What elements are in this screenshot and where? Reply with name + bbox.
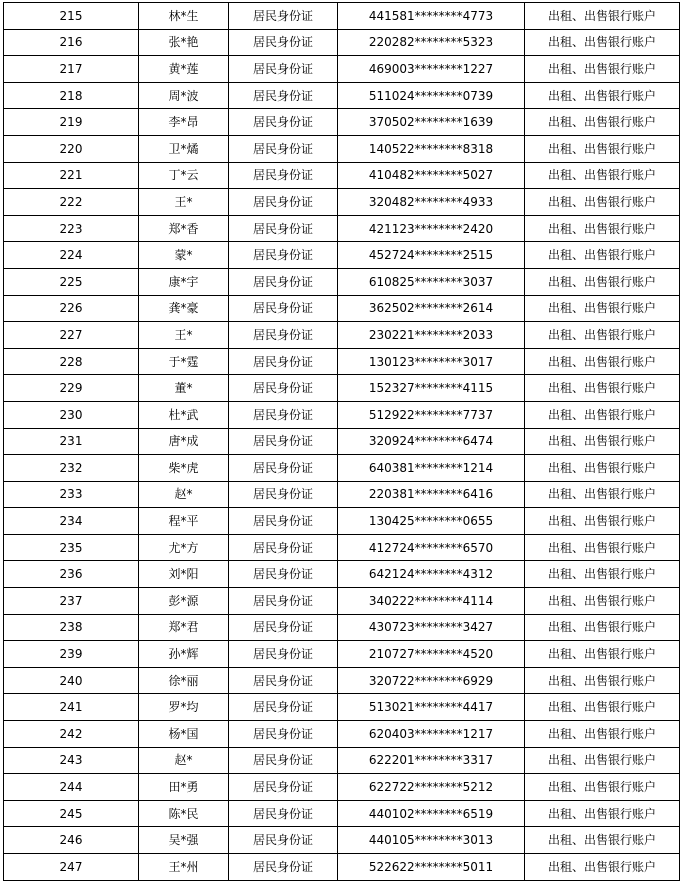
reason-cell: 出租、出售银行账户	[525, 109, 680, 136]
table-row	[4, 135, 680, 162]
reason-cell: 出租、出售银行账户	[525, 614, 680, 641]
reason-cell: 出租、出售银行账户	[525, 667, 680, 694]
reason-cell: 出租、出售银行账户	[525, 561, 680, 588]
name-cell: 吴*强	[139, 827, 229, 854]
document-type-cell: 居民身份证	[229, 774, 338, 801]
document-type-cell: 居民身份证	[229, 109, 338, 136]
document-type-cell: 居民身份证	[229, 667, 338, 694]
name-cell: 陈*民	[139, 800, 229, 827]
row-number-cell: 231	[4, 428, 139, 455]
table-row	[4, 667, 680, 694]
name-cell: 康*宇	[139, 268, 229, 295]
table-row	[4, 348, 680, 375]
row-number-cell: 220	[4, 135, 139, 162]
id-number-cell: 640381********1214	[338, 455, 525, 482]
reason-cell: 出租、出售银行账户	[525, 348, 680, 375]
document-type-cell: 居民身份证	[229, 189, 338, 216]
id-number-cell: 370502********1639	[338, 109, 525, 136]
table-row	[4, 295, 680, 322]
name-cell: 徐*丽	[139, 667, 229, 694]
document-type-cell: 居民身份证	[229, 428, 338, 455]
table-row	[4, 694, 680, 721]
id-number-cell: 220282********5323	[338, 29, 525, 56]
reason-cell: 出租、出售银行账户	[525, 3, 680, 30]
reason-cell: 出租、出售银行账户	[525, 56, 680, 83]
document-type-cell: 居民身份证	[229, 481, 338, 508]
id-number-cell: 340222********4114	[338, 588, 525, 615]
document-type-cell: 居民身份证	[229, 641, 338, 668]
document-type-cell: 居民身份证	[229, 614, 338, 641]
document-type-cell: 居民身份证	[229, 800, 338, 827]
name-cell: 唐*成	[139, 428, 229, 455]
id-number-cell: 210727********4520	[338, 641, 525, 668]
id-number-cell: 622201********3317	[338, 747, 525, 774]
records-table	[3, 2, 680, 881]
row-number-cell: 223	[4, 215, 139, 242]
name-cell: 孙*辉	[139, 641, 229, 668]
row-number-cell: 242	[4, 721, 139, 748]
id-number-cell: 362502********2614	[338, 295, 525, 322]
table-row	[4, 401, 680, 428]
table-row	[4, 56, 680, 83]
reason-cell: 出租、出售银行账户	[525, 135, 680, 162]
row-number-cell: 235	[4, 534, 139, 561]
name-cell: 李*昂	[139, 109, 229, 136]
id-number-cell: 440102********6519	[338, 800, 525, 827]
id-number-cell: 469003********1227	[338, 56, 525, 83]
table-row	[4, 614, 680, 641]
reason-cell: 出租、出售银行账户	[525, 534, 680, 561]
row-number-cell: 246	[4, 827, 139, 854]
id-number-cell: 620403********1217	[338, 721, 525, 748]
row-number-cell: 217	[4, 56, 139, 83]
document-type-cell: 居民身份证	[229, 561, 338, 588]
row-number-cell: 232	[4, 455, 139, 482]
id-number-cell: 320924********6474	[338, 428, 525, 455]
table-row	[4, 508, 680, 535]
document-type-cell: 居民身份证	[229, 295, 338, 322]
table-row	[4, 189, 680, 216]
name-cell: 郑*香	[139, 215, 229, 242]
document-type-cell: 居民身份证	[229, 242, 338, 269]
id-number-cell: 441581********4773	[338, 3, 525, 30]
id-number-cell: 522622********5011	[338, 854, 525, 881]
name-cell: 卫*燏	[139, 135, 229, 162]
table-row	[4, 82, 680, 109]
name-cell: 龚*豪	[139, 295, 229, 322]
document-type-cell: 居民身份证	[229, 508, 338, 535]
document-type-cell: 居民身份证	[229, 322, 338, 349]
reason-cell: 出租、出售银行账户	[525, 588, 680, 615]
document-type-cell: 居民身份证	[229, 455, 338, 482]
row-number-cell: 233	[4, 481, 139, 508]
table-row	[4, 534, 680, 561]
id-number-cell: 140522********8318	[338, 135, 525, 162]
document-type-cell: 居民身份证	[229, 375, 338, 402]
name-cell: 于*霆	[139, 348, 229, 375]
row-number-cell: 219	[4, 109, 139, 136]
reason-cell: 出租、出售银行账户	[525, 481, 680, 508]
row-number-cell: 222	[4, 189, 139, 216]
reason-cell: 出租、出售银行账户	[525, 827, 680, 854]
table-row	[4, 215, 680, 242]
table-row	[4, 561, 680, 588]
table-row	[4, 721, 680, 748]
id-number-cell: 410482********5027	[338, 162, 525, 189]
table-row	[4, 3, 680, 30]
id-number-cell: 511024********0739	[338, 82, 525, 109]
row-number-cell: 241	[4, 694, 139, 721]
id-number-cell: 610825********3037	[338, 268, 525, 295]
name-cell: 赵*	[139, 481, 229, 508]
document-type-cell: 居民身份证	[229, 215, 338, 242]
reason-cell: 出租、出售银行账户	[525, 854, 680, 881]
reason-cell: 出租、出售银行账户	[525, 322, 680, 349]
id-number-cell: 452724********2515	[338, 242, 525, 269]
table-row	[4, 854, 680, 881]
name-cell: 林*生	[139, 3, 229, 30]
id-number-cell: 320482********4933	[338, 189, 525, 216]
table-row	[4, 800, 680, 827]
document-type-cell: 居民身份证	[229, 854, 338, 881]
row-number-cell: 234	[4, 508, 139, 535]
id-number-cell: 220381********6416	[338, 481, 525, 508]
name-cell: 董*	[139, 375, 229, 402]
name-cell: 柴*虎	[139, 455, 229, 482]
row-number-cell: 228	[4, 348, 139, 375]
name-cell: 王*	[139, 189, 229, 216]
name-cell: 王*州	[139, 854, 229, 881]
table-row	[4, 827, 680, 854]
document-type-cell: 居民身份证	[229, 268, 338, 295]
row-number-cell: 216	[4, 29, 139, 56]
document-type-cell: 居民身份证	[229, 534, 338, 561]
document-page	[3, 2, 679, 881]
row-number-cell: 215	[4, 3, 139, 30]
row-number-cell: 237	[4, 588, 139, 615]
records-table-body	[4, 3, 680, 881]
reason-cell: 出租、出售银行账户	[525, 455, 680, 482]
document-type-cell: 居民身份证	[229, 56, 338, 83]
document-type-cell: 居民身份证	[229, 348, 338, 375]
reason-cell: 出租、出售银行账户	[525, 29, 680, 56]
name-cell: 蒙*	[139, 242, 229, 269]
table-row	[4, 641, 680, 668]
reason-cell: 出租、出售银行账户	[525, 189, 680, 216]
id-number-cell: 513021********4417	[338, 694, 525, 721]
reason-cell: 出租、出售银行账户	[525, 295, 680, 322]
row-number-cell: 238	[4, 614, 139, 641]
table-row	[4, 428, 680, 455]
reason-cell: 出租、出售银行账户	[525, 82, 680, 109]
name-cell: 郑*君	[139, 614, 229, 641]
id-number-cell: 130123********3017	[338, 348, 525, 375]
row-number-cell: 236	[4, 561, 139, 588]
reason-cell: 出租、出售银行账户	[525, 215, 680, 242]
id-number-cell: 320722********6929	[338, 667, 525, 694]
id-number-cell: 622722********5212	[338, 774, 525, 801]
table-row	[4, 588, 680, 615]
id-number-cell: 412724********6570	[338, 534, 525, 561]
reason-cell: 出租、出售银行账户	[525, 721, 680, 748]
row-number-cell: 245	[4, 800, 139, 827]
id-number-cell: 421123********2420	[338, 215, 525, 242]
row-number-cell: 225	[4, 268, 139, 295]
table-row	[4, 481, 680, 508]
document-type-cell: 居民身份证	[229, 827, 338, 854]
name-cell: 刘*阳	[139, 561, 229, 588]
table-row	[4, 322, 680, 349]
name-cell: 黄*莲	[139, 56, 229, 83]
row-number-cell: 243	[4, 747, 139, 774]
document-type-cell: 居民身份证	[229, 82, 338, 109]
id-number-cell: 642124********4312	[338, 561, 525, 588]
table-row	[4, 109, 680, 136]
table-row	[4, 747, 680, 774]
table-row	[4, 375, 680, 402]
name-cell: 丁*云	[139, 162, 229, 189]
document-type-cell: 居民身份证	[229, 694, 338, 721]
name-cell: 杨*国	[139, 721, 229, 748]
table-row	[4, 268, 680, 295]
document-type-cell: 居民身份证	[229, 747, 338, 774]
reason-cell: 出租、出售银行账户	[525, 242, 680, 269]
table-row	[4, 29, 680, 56]
row-number-cell: 240	[4, 667, 139, 694]
row-number-cell: 226	[4, 295, 139, 322]
row-number-cell: 230	[4, 401, 139, 428]
table-row	[4, 162, 680, 189]
reason-cell: 出租、出售银行账户	[525, 774, 680, 801]
id-number-cell: 230221********2033	[338, 322, 525, 349]
document-type-cell: 居民身份证	[229, 135, 338, 162]
name-cell: 罗*均	[139, 694, 229, 721]
id-number-cell: 130425********0655	[338, 508, 525, 535]
name-cell: 王*	[139, 322, 229, 349]
reason-cell: 出租、出售银行账户	[525, 428, 680, 455]
row-number-cell: 227	[4, 322, 139, 349]
table-row	[4, 455, 680, 482]
id-number-cell: 152327********4115	[338, 375, 525, 402]
document-type-cell: 居民身份证	[229, 3, 338, 30]
id-number-cell: 512922********7737	[338, 401, 525, 428]
row-number-cell: 224	[4, 242, 139, 269]
reason-cell: 出租、出售银行账户	[525, 747, 680, 774]
row-number-cell: 239	[4, 641, 139, 668]
reason-cell: 出租、出售银行账户	[525, 268, 680, 295]
table-row	[4, 242, 680, 269]
name-cell: 赵*	[139, 747, 229, 774]
row-number-cell: 229	[4, 375, 139, 402]
id-number-cell: 430723********3427	[338, 614, 525, 641]
document-type-cell: 居民身份证	[229, 401, 338, 428]
name-cell: 田*勇	[139, 774, 229, 801]
name-cell: 彭*源	[139, 588, 229, 615]
reason-cell: 出租、出售银行账户	[525, 375, 680, 402]
document-type-cell: 居民身份证	[229, 29, 338, 56]
row-number-cell: 221	[4, 162, 139, 189]
document-type-cell: 居民身份证	[229, 162, 338, 189]
name-cell: 杜*武	[139, 401, 229, 428]
name-cell: 程*平	[139, 508, 229, 535]
id-number-cell: 440105********3013	[338, 827, 525, 854]
reason-cell: 出租、出售银行账户	[525, 641, 680, 668]
document-type-cell: 居民身份证	[229, 721, 338, 748]
reason-cell: 出租、出售银行账户	[525, 508, 680, 535]
reason-cell: 出租、出售银行账户	[525, 162, 680, 189]
row-number-cell: 247	[4, 854, 139, 881]
row-number-cell: 218	[4, 82, 139, 109]
table-row	[4, 774, 680, 801]
reason-cell: 出租、出售银行账户	[525, 694, 680, 721]
name-cell: 周*波	[139, 82, 229, 109]
document-type-cell: 居民身份证	[229, 588, 338, 615]
reason-cell: 出租、出售银行账户	[525, 401, 680, 428]
name-cell: 张*艳	[139, 29, 229, 56]
reason-cell: 出租、出售银行账户	[525, 800, 680, 827]
row-number-cell: 244	[4, 774, 139, 801]
name-cell: 尤*方	[139, 534, 229, 561]
